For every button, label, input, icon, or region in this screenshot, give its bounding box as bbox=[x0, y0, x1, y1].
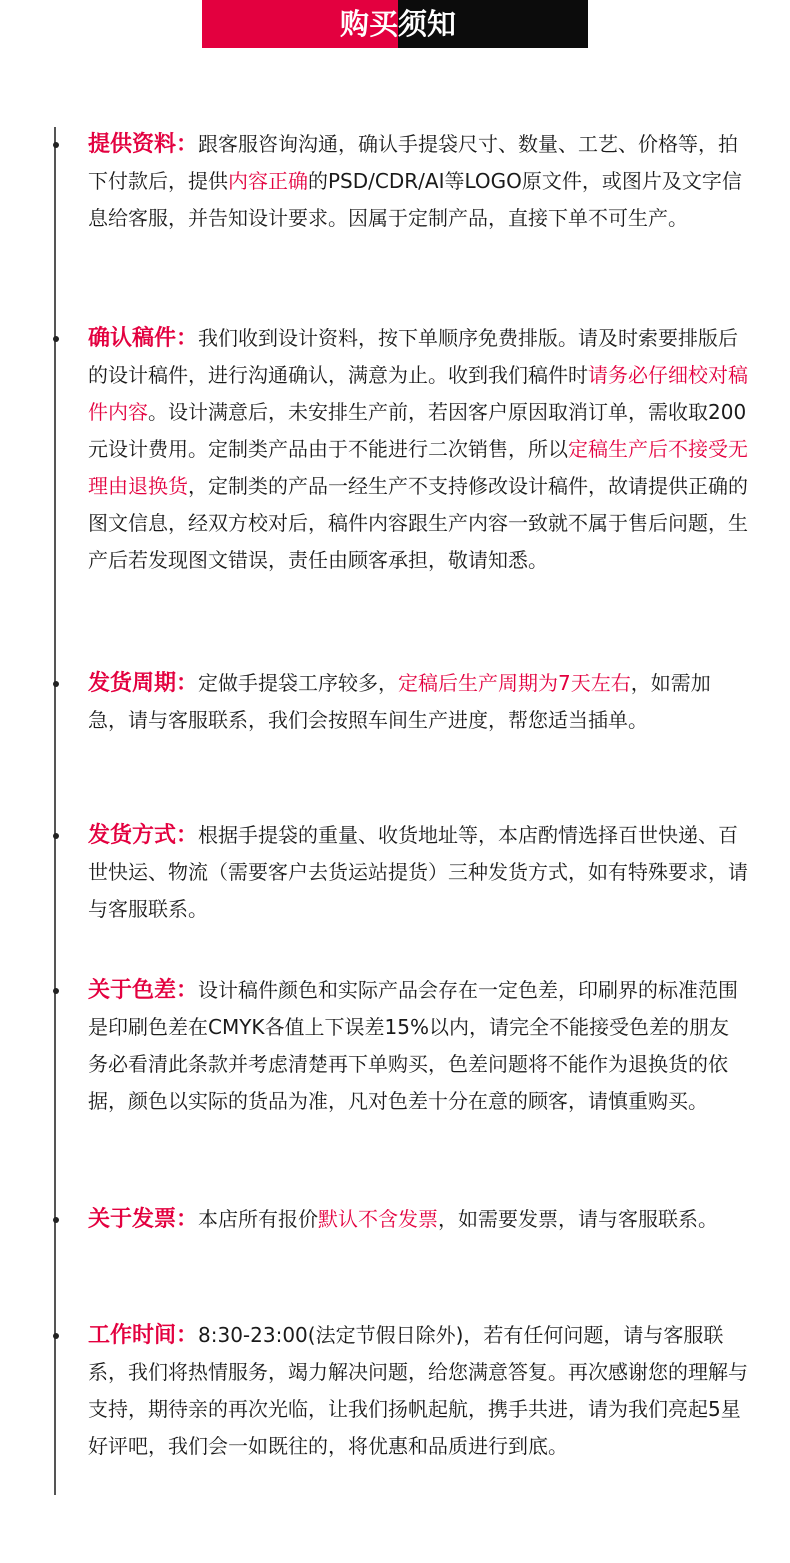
section-text: 设计稿件颜色和实际产品会存在一定色差，印刷界的标准范围是印刷色差在CMYK各值上下误差15%以内，请完全不能接受色差的朋友务必看清此条款并考虑清楚再下单购买，色差问题将不能作为退换货的依据，颜色以实际的货品为准，凡对色差十分在意的顾客，请慎重购买。 bbox=[88, 978, 739, 1113]
section-text: 的PSD/CDR/AI等LOGO原文件，或图片及文字信息给客服，并告知设计要求。因属于定制产品，直接下单不可生产。 bbox=[88, 169, 742, 230]
section-heading: 提供资料： bbox=[88, 132, 199, 157]
bullet-dot-icon bbox=[53, 336, 59, 342]
bullet-dot-icon bbox=[53, 833, 59, 839]
section-body bbox=[88, 972, 748, 1120]
highlight-text: 内容正确 bbox=[228, 169, 308, 193]
section-body bbox=[88, 126, 748, 237]
bullet-dot-icon bbox=[53, 1333, 59, 1339]
banner-title-left: 购买 bbox=[339, 7, 398, 41]
section-body bbox=[88, 320, 748, 579]
bullet-dot-icon bbox=[53, 142, 59, 148]
section-text: 根据手提袋的重量、收货地址等，本店酌情选择百世快递、百世快运、物流（需要客户去货运站提货）三种发货方式，如有特殊要求，请与客服联系。 bbox=[88, 823, 748, 921]
section-heading: 关于色差： bbox=[88, 978, 199, 1003]
notice-banner bbox=[202, 0, 588, 48]
section-delivery-method bbox=[88, 817, 748, 928]
section-text: 跟客服咨询沟通，确认手提袋尺寸、数量、工艺、价格等，拍下付款后，提供 bbox=[88, 132, 739, 193]
section-invoice bbox=[88, 1201, 748, 1238]
highlight-text: 定稿生产后不接受无理由退换货 bbox=[88, 437, 748, 498]
section-heading: 工作时间： bbox=[88, 1323, 199, 1348]
bullet-dot-icon bbox=[53, 988, 59, 994]
bullet-dot-icon bbox=[53, 1217, 59, 1223]
timeline-line bbox=[54, 127, 56, 1495]
section-body bbox=[88, 1201, 748, 1238]
section-heading: 发货方式： bbox=[88, 823, 199, 848]
section-text: 定做手提袋工序较多， bbox=[198, 671, 399, 695]
section-delivery-period bbox=[88, 665, 748, 739]
section-working-hours bbox=[88, 1317, 748, 1465]
section-confirm-draft bbox=[88, 320, 748, 579]
section-heading: 发货周期： bbox=[88, 671, 199, 696]
section-provide-materials bbox=[88, 126, 748, 237]
section-text: ，如需加急，请与客服联系，我们会按照车间生产进度，帮您适当插单。 bbox=[88, 671, 711, 732]
section-text: 。设计满意后，未安排生产前，若因客户原因取消订单，需收取200元设计费用。定制类产品由于不能进行二次销售，所以 bbox=[88, 400, 747, 461]
section-body bbox=[88, 1317, 748, 1465]
highlight-text: 定稿后生产周期为7天左右 bbox=[398, 671, 631, 695]
section-heading: 关于发票： bbox=[88, 1207, 199, 1232]
bullet-dot-icon bbox=[53, 681, 59, 687]
banner-right-block bbox=[398, 0, 588, 48]
section-color-difference bbox=[88, 972, 748, 1120]
banner-left-block bbox=[202, 0, 398, 48]
section-text: 8:30-23:00(法定节假日除外)，若有任何问题，请与客服联系，我们将热情服务，竭力解决问题，给您满意答复。再次感谢您的理解与支持，期待亲的再次光临，让我们扬帆起航，携手共进，请为我们亮起5星好评吧，我们会一如既往的，将优惠和品质进行到底。 bbox=[88, 1323, 748, 1458]
section-text: ，定制类的产品一经生产不支持修改设计稿件，故请提供正确的图文信息，经双方校对后，稿件内容跟生产内容一致就不属于售后问题，生产后若发现图文错误，责任由顾客承担，敬请知悉。 bbox=[88, 474, 748, 572]
highlight-text: 请务必仔细校对稿件内容 bbox=[88, 363, 748, 424]
section-body bbox=[88, 665, 748, 739]
section-body bbox=[88, 817, 748, 928]
section-text: 我们收到设计资料，按下单顺序免费排版。请及时索要排版后的设计稿件，进行沟通确认，满意为止。收到我们稿件时 bbox=[88, 326, 739, 387]
highlight-text: 默认不含发票 bbox=[318, 1207, 439, 1231]
section-text: 本店所有报价 bbox=[198, 1207, 319, 1231]
banner-title-right: 须知 bbox=[398, 7, 457, 41]
section-text: ，如需要发票，请与客服联系。 bbox=[438, 1207, 719, 1231]
section-heading: 确认稿件： bbox=[88, 326, 199, 351]
